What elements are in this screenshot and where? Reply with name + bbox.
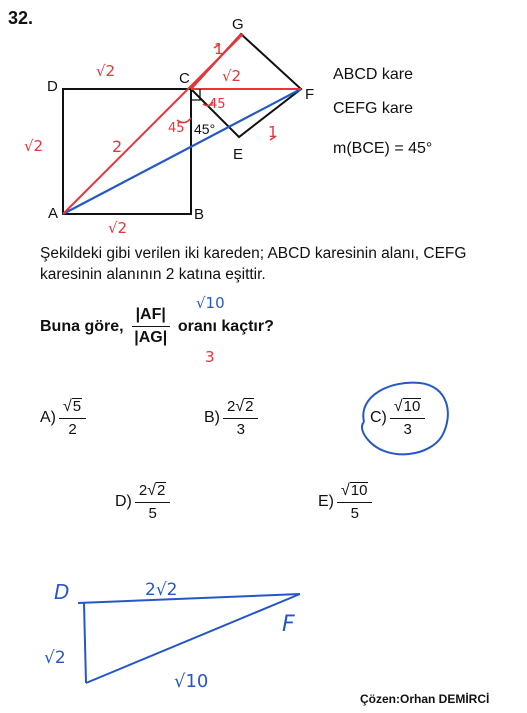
hw-ad-length: √2 xyxy=(24,137,44,155)
option-b[interactable] xyxy=(204,398,258,438)
option-c-fraction: √ 10 3 xyxy=(390,398,425,438)
option-e-radicand: 10 xyxy=(350,482,368,499)
option-c-letter: C) xyxy=(370,409,387,426)
point-label-a: A xyxy=(48,205,59,222)
option-c-den: 3 xyxy=(403,421,412,438)
question-ask xyxy=(40,306,274,347)
point-label-f: F xyxy=(305,86,315,103)
solution-sketch xyxy=(0,560,527,700)
option-e-den: 5 xyxy=(350,505,359,522)
sketch-top-length: 2√2 xyxy=(145,580,178,600)
sketch-hyp-length: √10 xyxy=(174,671,209,692)
ask-suffix: oranı kaçtır? xyxy=(177,317,274,335)
option-a-radicand: 5 xyxy=(72,398,82,415)
point-label-e: E xyxy=(233,146,244,163)
option-d-den: 5 xyxy=(148,505,157,522)
question-number: 32. xyxy=(8,8,34,28)
hw-dc-length: √2 xyxy=(96,62,116,80)
sketch-top-side xyxy=(78,594,300,603)
point-label-c: C xyxy=(179,70,190,87)
hw-ag-value: 3 xyxy=(205,348,215,366)
option-d-letter: D) xyxy=(115,493,132,510)
given-abcd: ABCD kare xyxy=(333,66,414,83)
problem-statement: Şekildeki gibi verilen iki kareden; ABCD karesinin alanı, CEFG karesinin alanının 2 katına eşittir. xyxy=(40,245,467,283)
option-a-fraction: √ 5 2 xyxy=(59,398,86,438)
option-a-letter: A) xyxy=(40,409,56,426)
sketch-label-f: F xyxy=(282,612,295,637)
point-label-g: G xyxy=(232,16,244,33)
sketch-left-side xyxy=(84,603,86,683)
option-d-fraction: 2 √ 2 5 xyxy=(135,482,170,522)
selected-option-circle xyxy=(350,376,460,462)
hw-af-value: √10 xyxy=(196,294,225,312)
hw-ef-length: 1 xyxy=(268,123,278,141)
ask-fraction xyxy=(132,306,170,347)
hw-angle-2: 45 xyxy=(168,121,185,136)
hw-ac-length: 2 xyxy=(112,137,123,156)
ask-numerator: |AF| xyxy=(132,306,170,327)
ask-denominator: |AG| xyxy=(134,329,168,346)
geometry-figure xyxy=(0,0,527,240)
sketch-label-d: D xyxy=(54,580,70,604)
hw-cf-length: √2 xyxy=(222,67,242,85)
solver-credit: Çözen:Orhan DEMİRCİ xyxy=(360,692,490,706)
option-e-fraction: √ 10 5 xyxy=(337,482,372,522)
option-b-letter: B) xyxy=(204,409,220,426)
option-a[interactable] xyxy=(40,398,86,438)
point-label-b: B xyxy=(194,206,205,223)
angle-label: 45° xyxy=(194,121,216,137)
sketch-left-length: √2 xyxy=(44,648,66,668)
point-label-d: D xyxy=(47,78,58,95)
option-e-letter: E) xyxy=(318,493,334,510)
option-b-fraction: 2 √ 2 3 xyxy=(223,398,258,438)
hw-cg-length: 1 xyxy=(214,40,224,58)
option-c-radicand: 10 xyxy=(403,398,421,415)
segment-af xyxy=(63,89,301,214)
option-e[interactable] xyxy=(318,482,372,522)
option-b-radicand: 2 xyxy=(245,398,254,415)
option-a-den: 2 xyxy=(68,421,77,438)
option-b-den: 3 xyxy=(236,421,245,438)
ask-prefix: Buna göre, xyxy=(40,317,124,335)
option-d-radicand: 2 xyxy=(157,482,166,499)
option-b-coef: 2 xyxy=(227,398,236,415)
given-angle: m(BCE) = 45° xyxy=(333,140,433,157)
hw-angle-1: 45 xyxy=(209,97,226,112)
option-d-coef: 2 xyxy=(138,482,148,499)
given-cefg: CEFG kare xyxy=(333,100,414,117)
hw-ab-length: √2 xyxy=(108,219,128,237)
option-d[interactable] xyxy=(115,482,170,522)
sketch-hypotenuse xyxy=(86,594,300,683)
